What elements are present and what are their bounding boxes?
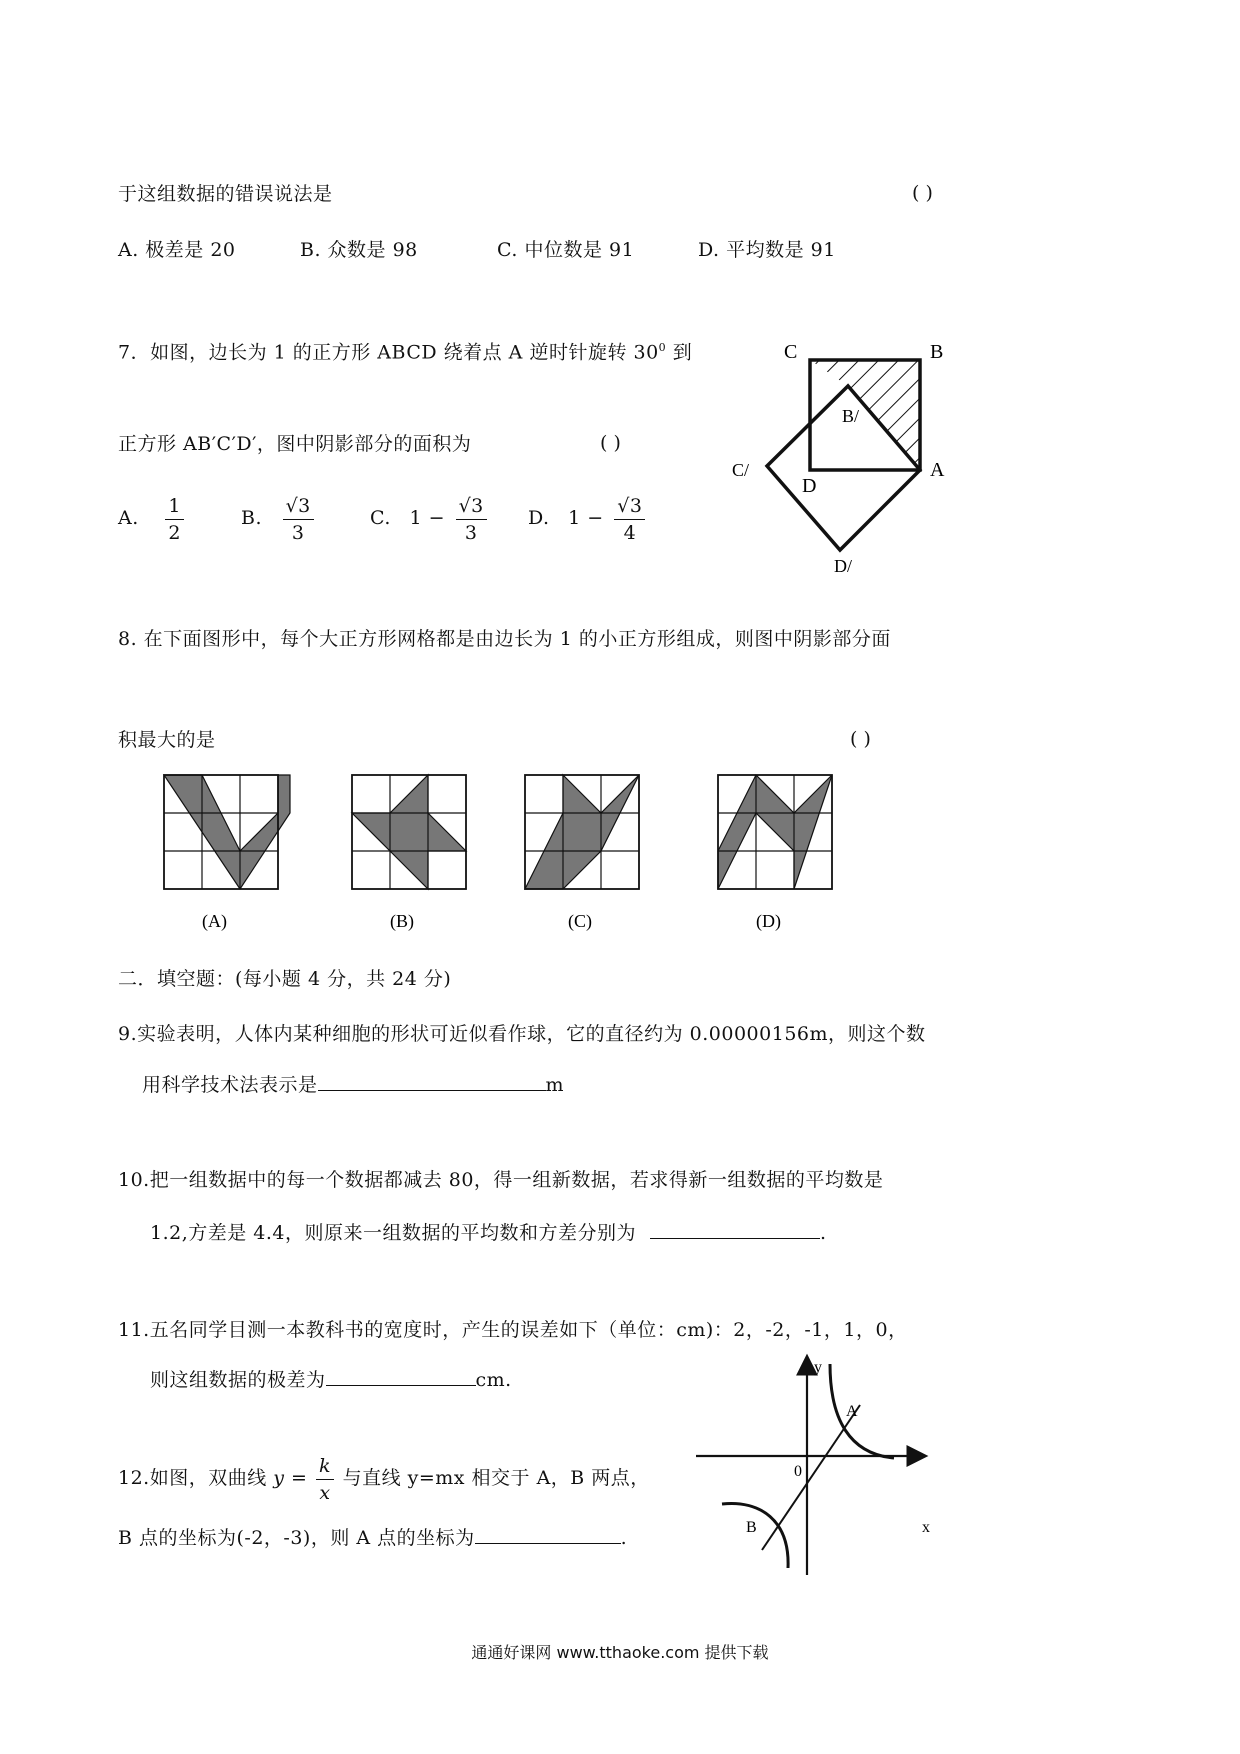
q6-stem-text: 于这组数据的错误说法是 bbox=[118, 183, 333, 205]
q10-line2-text: 1.2,方差是 4.4，则原来一组数据的平均数和方差分别为 bbox=[150, 1222, 637, 1244]
q11-line1: 11.五名同学目测一本教科书的宽度时，产生的误差如下（单位：cm)：2，-2，-1，1，0， bbox=[118, 1319, 908, 1341]
q8-caption-d: (D) bbox=[756, 911, 781, 931]
q12-line2 bbox=[118, 1523, 627, 1550]
q7-d-num: √3 bbox=[614, 493, 645, 520]
q7-label-a: A bbox=[930, 459, 945, 481]
q6-stem bbox=[118, 182, 333, 206]
q12-label-a: A bbox=[846, 1403, 858, 1420]
q7-line1-text: 7．如图，边长为 1 的正方形 ABCD 绕着点 A 逆时针旋转 30 bbox=[118, 341, 659, 364]
q8-line2: 积最大的是 bbox=[118, 729, 216, 751]
q7-label-cprime: C/ bbox=[732, 460, 750, 480]
q7-option-c bbox=[370, 488, 491, 548]
q7-b-fraction bbox=[283, 493, 314, 546]
q7-c-fraction bbox=[456, 493, 487, 546]
q7-a-num: 1 bbox=[165, 493, 184, 520]
q11-line2-text: 则这组数据的极差为 bbox=[150, 1369, 326, 1391]
q8-caption-a: (A) bbox=[202, 911, 227, 931]
q8-shape-d bbox=[718, 775, 832, 889]
q12-line1 bbox=[118, 1446, 650, 1510]
q12-label-x: x bbox=[922, 1519, 930, 1536]
q10-end: . bbox=[820, 1222, 827, 1244]
q7-d-label: D. bbox=[528, 507, 550, 529]
q9-line1: 9.实验表明，人体内某种细胞的形状可近似看作球，它的直径约为 0.00000156m，则这个数 bbox=[118, 1023, 926, 1045]
q9-line2-text: 用科学技术法表示是 bbox=[142, 1074, 318, 1096]
q8-shape-a bbox=[164, 775, 290, 889]
q7-option-d bbox=[528, 488, 649, 548]
q11-answer-blank[interactable] bbox=[326, 1365, 476, 1386]
q11-unit: cm. bbox=[475, 1369, 512, 1391]
q7-line1-end: 到 bbox=[666, 341, 693, 364]
q9-line2 bbox=[142, 1070, 564, 1097]
q12-end: . bbox=[620, 1527, 628, 1549]
q6-option-a: A. 极差是 20 bbox=[118, 239, 236, 261]
q8-line1: 8. 在下面图形中，每个大正方形网格都是由边长为 1 的小正方形组成，则图中阴影部分面 bbox=[118, 628, 891, 650]
q7-answer-paren: ( ) bbox=[600, 432, 621, 454]
q7-shaded-region bbox=[810, 360, 920, 470]
q7-b-den: 3 bbox=[291, 521, 305, 544]
q12-label-o: 0 bbox=[794, 1463, 802, 1480]
q7-option-b bbox=[241, 488, 318, 548]
q10-line2 bbox=[150, 1218, 827, 1245]
q7-label-bprime: B/ bbox=[842, 406, 860, 426]
q8-answer-paren: ( ) bbox=[850, 728, 871, 750]
q8-shape-c bbox=[525, 775, 639, 889]
q7-c-prefix: 1 − bbox=[409, 507, 446, 529]
q7-figure bbox=[730, 330, 970, 590]
q7-label-c: C bbox=[784, 341, 798, 363]
page-footer: 通通好课网 www.tthaoke.com 提供下载 bbox=[471, 1643, 769, 1662]
q12-pre: 12.如图，双曲线 bbox=[118, 1467, 267, 1489]
q7-line2: 正方形 AB′C′D′，图中阴影部分的面积为 bbox=[118, 433, 472, 455]
q7-d-den: 4 bbox=[623, 521, 637, 544]
q12-x: x bbox=[319, 1481, 331, 1504]
q6-option-c: C. 中位数是 91 bbox=[497, 239, 635, 261]
q12-k: k bbox=[316, 1453, 334, 1480]
q6-option-d: D. 平均数是 91 bbox=[698, 239, 836, 261]
q7-c-num: √3 bbox=[456, 493, 487, 520]
q12-hyperbola-branch-1 bbox=[830, 1364, 894, 1458]
q12-answer-blank[interactable] bbox=[475, 1523, 621, 1544]
q7-label-dprime: D/ bbox=[834, 556, 852, 576]
section2-title: 二．填空题：(每小题 4 分，共 24 分) bbox=[118, 968, 452, 990]
q12-fraction bbox=[316, 1453, 334, 1506]
q9-unit: m bbox=[545, 1074, 565, 1096]
q8-caption-b: (B) bbox=[390, 911, 414, 931]
q12-label-y: y bbox=[814, 1359, 822, 1376]
q10-answer-blank[interactable] bbox=[650, 1218, 820, 1239]
q7-b-label: B. bbox=[241, 507, 263, 529]
q7-a-den: 2 bbox=[168, 521, 181, 544]
q12-line2-text: B 点的坐标为(-2，-3)，则 A 点的坐标为 bbox=[118, 1527, 475, 1549]
q6-answer-paren: ( ) bbox=[912, 182, 933, 204]
q12-y-eq: y = bbox=[273, 1467, 308, 1489]
q7-label-d: D bbox=[802, 475, 817, 497]
q7-d-prefix: 1 − bbox=[568, 507, 604, 529]
q12-graph bbox=[690, 1350, 950, 1580]
q7-option-a bbox=[118, 488, 188, 548]
q7-a-fraction bbox=[165, 493, 184, 546]
q7-b-num: √3 bbox=[283, 493, 314, 520]
q8-caption-c: (C) bbox=[568, 911, 592, 931]
q12-label-b: B bbox=[746, 1519, 757, 1536]
q9-answer-blank[interactable] bbox=[318, 1070, 546, 1091]
q7-label-b: B bbox=[930, 341, 944, 363]
q7-c-label: C. bbox=[370, 507, 391, 529]
q12-line-y-mx bbox=[762, 1405, 860, 1550]
q8-shape-b bbox=[352, 775, 466, 889]
q12-post: 与直线 y=mx 相交于 A，B 两点， bbox=[342, 1467, 650, 1489]
q11-line2 bbox=[150, 1365, 512, 1392]
q8-grids bbox=[150, 765, 870, 945]
q10-line1: 10.把一组数据中的每一个数据都减去 80，得一组新数据，若求得新一组数据的平均数是 bbox=[118, 1169, 884, 1191]
q6-option-b: B. 众数是 98 bbox=[300, 239, 418, 261]
q7-a-label: A. bbox=[118, 507, 139, 529]
q7-c-den: 3 bbox=[464, 521, 478, 544]
q7-line1 bbox=[118, 336, 692, 364]
q7-d-fraction bbox=[614, 493, 645, 546]
q7-degree: 0 bbox=[658, 341, 667, 354]
